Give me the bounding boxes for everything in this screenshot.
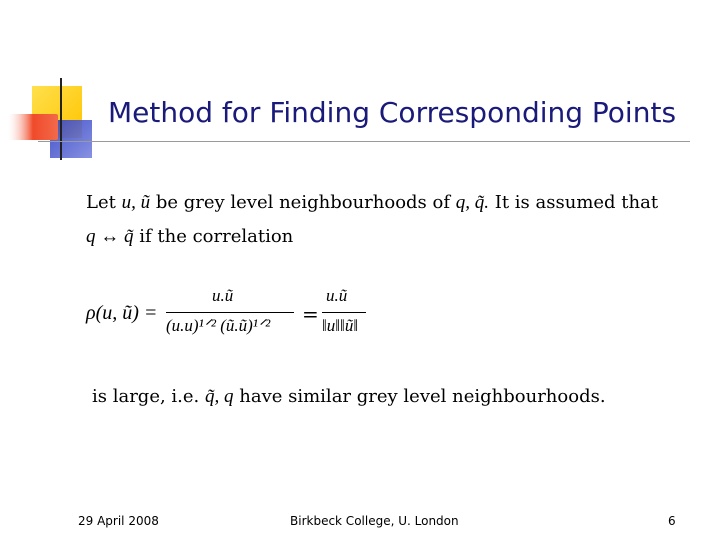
slide-title: Method for Finding Corresponding Points xyxy=(108,96,677,129)
line1-let: Let xyxy=(86,192,116,213)
line1-variables-2: q, q̃. xyxy=(455,192,489,213)
text-line-2 xyxy=(86,226,293,248)
line1-end-text: It is assumed that xyxy=(494,192,659,213)
line3-variables: q̃, q xyxy=(205,386,234,407)
line3-start: is large, i.e. xyxy=(92,386,200,407)
formula-denominator-1: (u.u)¹ᐟ² (ũ.ũ)¹ᐟ² xyxy=(166,316,271,335)
logo-red-bar xyxy=(8,114,58,140)
formula-denominator-2: ‖u‖‖ũ‖ xyxy=(322,316,359,335)
formula-lhs: ρ(u, ũ) = xyxy=(86,302,158,324)
correlation-formula xyxy=(86,284,386,354)
text-line-3 xyxy=(92,386,606,408)
decorative-squares-logo xyxy=(0,0,110,170)
correspondence-relation: q ↔ q̃ xyxy=(86,226,134,247)
formula-equals: = xyxy=(302,302,319,326)
title-divider xyxy=(38,141,690,142)
line1-variables: u, ũ xyxy=(121,192,151,213)
footer-page-number: 6 xyxy=(668,514,676,528)
footer-institution: Birkbeck College, U. London xyxy=(290,514,459,528)
formula-numerator-1: u.ũ xyxy=(212,286,234,305)
line2-text: if the correlation xyxy=(139,226,294,247)
line1-middle-text: be grey level neighbourhoods of xyxy=(155,192,451,213)
fraction-bar-1 xyxy=(166,312,294,313)
line3-end: have similar grey level neighbourhoods. xyxy=(239,386,606,407)
fraction-bar-2 xyxy=(322,312,366,313)
formula-numerator-2: u.ũ xyxy=(326,286,348,305)
footer-date: 29 April 2008 xyxy=(78,514,159,528)
text-line-1 xyxy=(86,192,658,214)
